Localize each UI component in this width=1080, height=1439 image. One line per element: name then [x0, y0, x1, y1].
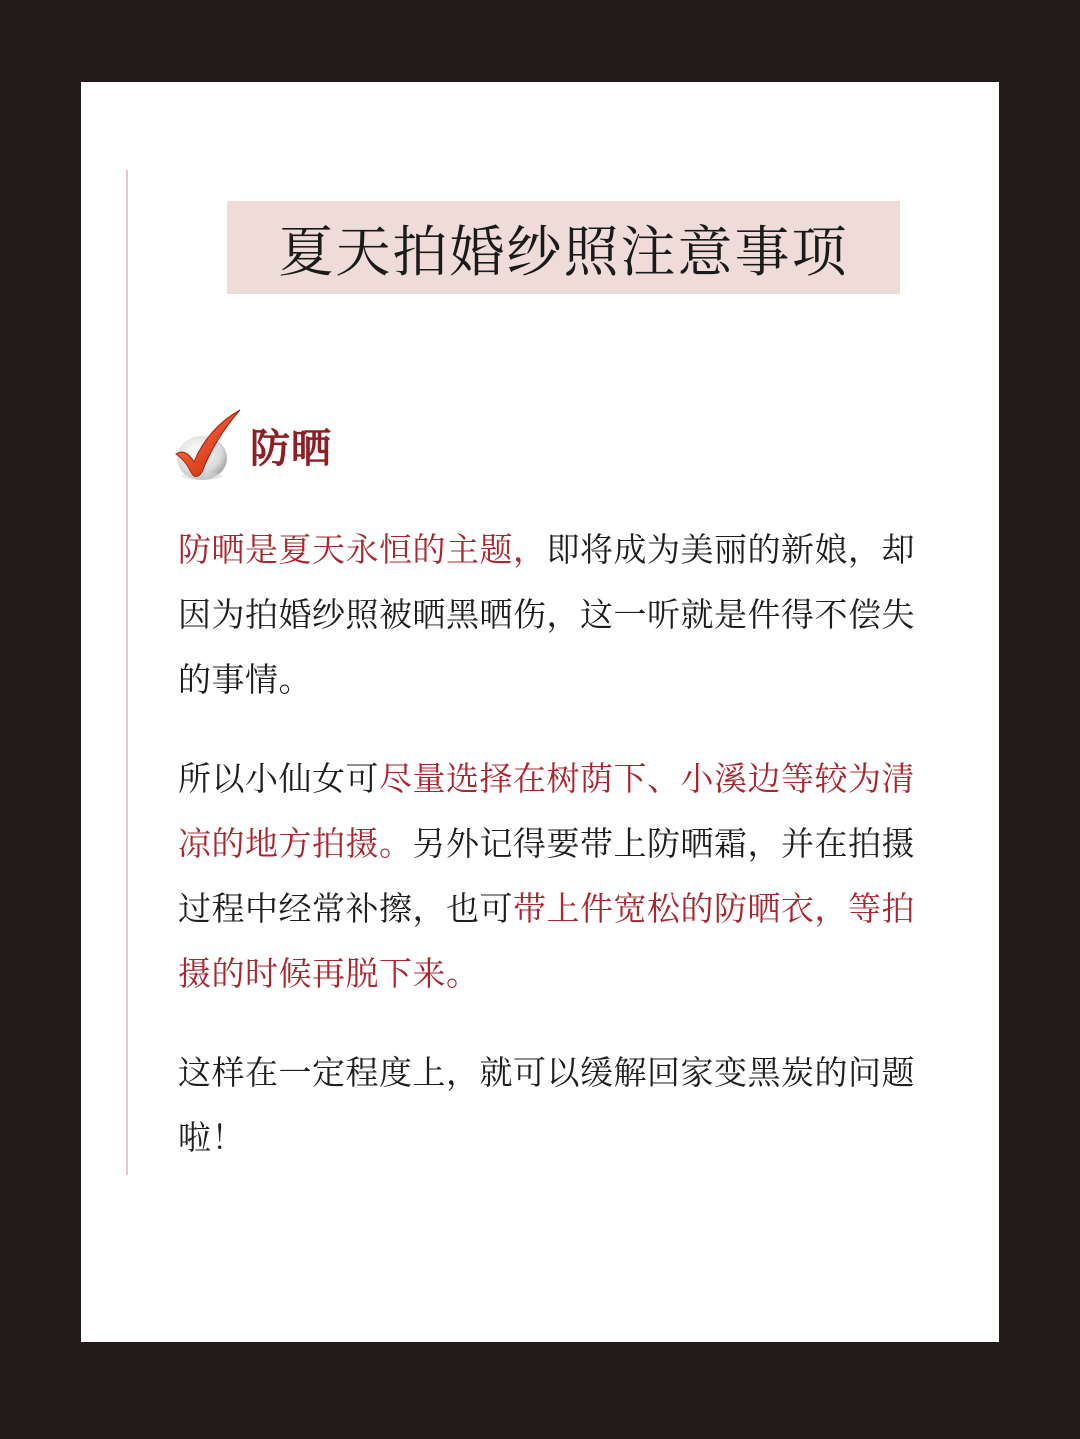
paragraph-3	[178, 1040, 948, 1170]
body-text: 另外记得要带上防晒霜，并在拍摄过程中经常补擦，也可	[178, 824, 915, 928]
body-text: 这样在一定程度上，就可以缓解回家变黑炭的问题啦！	[178, 1053, 915, 1157]
paragraph-2	[178, 746, 948, 1006]
highlight-text: 带上件宽松的防晒衣，等拍摄的时候再脱下来。	[178, 889, 915, 993]
paragraph-1	[178, 517, 948, 712]
checkmark-icon	[172, 406, 246, 484]
left-accent-rule	[126, 170, 128, 1175]
highlight-text: 尽量选择在树荫下、小溪边等较为清凉的地方拍摄。	[178, 759, 915, 863]
highlight-text: 防晒是夏天永恒的主题，	[178, 530, 547, 569]
section-header	[172, 405, 332, 485]
body-text: 即将成为美丽的新娘，却因为拍婚纱照被晒黑晒伤，这一听就是件得不偿失的事情。	[178, 530, 915, 699]
body-text: 所以小仙女可	[178, 759, 379, 798]
page-title: 夏天拍婚纱照注意事项	[278, 220, 849, 284]
title-banner	[227, 201, 900, 294]
section-label: 防晒	[250, 424, 332, 472]
